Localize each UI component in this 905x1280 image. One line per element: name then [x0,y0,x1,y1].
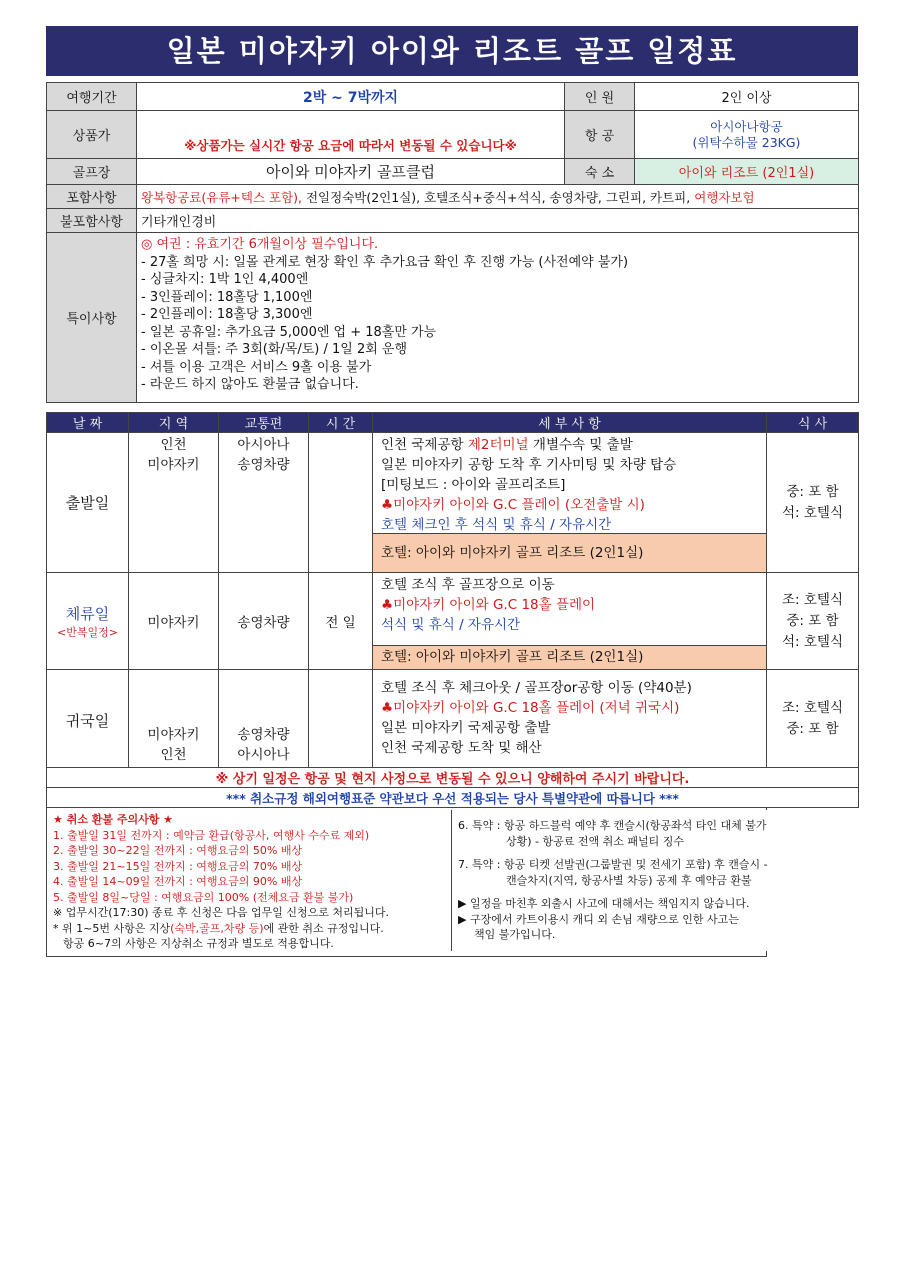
day2-meals [767,573,859,670]
day3-transport-1: 송영차량 [237,727,290,743]
special-note: - 3인플레이: 18홀당 1,100엔 [141,289,313,305]
cancel-item: 2. 출발일 30~22일 전까지 : 여행요금의 50% 배상 [53,844,303,857]
col-details: 세 부 사 항 [373,413,767,433]
day1-time [309,433,373,573]
day1-meal: 석: 호텔식 [781,504,843,521]
schedule-row-day1 [47,433,859,573]
incl-value [137,185,859,209]
day3-meal: 조: 호텔식 [781,700,843,716]
day1-line: 인천 국제공항 제2터미널 개별수속 및 출발 [381,437,633,453]
stay-label: 숙 소 [565,159,635,185]
air-value-line1: 아시아나항공 [710,118,783,134]
day3-region [129,670,219,768]
day1-line: 일본 미야자키 공항 도착 후 기사미팅 및 차량 탑승 [381,457,677,473]
day1-golf-line: ♣미야자키 아이와 G.C 플레이 (오전출발 시) [381,497,645,513]
day2-meal: 석: 호텔식 [781,633,843,650]
special-label: 특이사항 [47,233,137,403]
day3-details [373,670,767,768]
day3-line: 호텔 조식 후 체크아웃 / 골프장or공항 이동 (약40분) [381,680,692,696]
day2-details [373,573,767,670]
period-label: 여행기간 [47,83,137,111]
excl-value: 기타개인경비 [137,209,859,233]
col-region: 지 역 [129,413,219,433]
disclaimer: ▶ 구장에서 카트이용시 캐디 외 손님 재량으로 인한 사고는 [458,912,739,926]
day2-region: 미야자키 [129,573,219,670]
day2-meal: 조: 호텔식 [781,591,843,608]
cancel-policy-right [451,810,857,951]
special-note: - 27홀 희망 시: 일몰 관계로 현장 확인 후 추가요금 확인 후 진행 가능 (사전예약 불가) [141,254,629,270]
day2-golf-line: ♣미야자키 아이와 G.C 18홀 플레이 [381,597,596,613]
people-label: 인 원 [565,83,635,111]
col-date: 날 짜 [47,413,129,433]
special-note-passport: ◎ 여권 : 유효기간 6개월이상 필수입니다. [141,237,379,252]
cancel-note: 항공 6~7의 사항은 지상취소 규정과 별도로 적용합니다. [63,937,334,950]
cancel-item: 3. 출발일 21~15일 전까지 : 여행요금의 70% 배상 [53,859,303,873]
day2-label-cell [47,573,129,670]
day1-meal: 중: 포 함 [786,483,839,500]
day3-transport-2: 아시아나 [237,747,290,763]
terminal-highlight: 제2터미널 [467,437,529,453]
day2-hotel: 호텔: 아이와 미야자키 골프 리조트 (2인1실) [373,645,766,669]
cancel-item: 4. 출발일 14~09일 전까지 : 여행요금의 90% 배상 [53,875,303,888]
special-term-7: 7. 특약 : 항공 티켓 선발권(그룹발권 및 전세기 포함) 후 캔슬시 - [458,858,768,871]
cancel-note: * 위 1~5번 사항은 지상(숙박,골프,차량 등)에 관한 취소 규정입니다. [53,921,384,935]
incl-label: 포함사항 [47,185,137,209]
day1-transport-2: 송영차량 [237,457,290,473]
special-term-6: 6. 특약 : 항공 하드블럭 예약 후 캔슬시(항공좌석 타인 대체 불가 [458,819,767,832]
day1-details [373,433,767,573]
col-meals: 식 사 [767,413,859,433]
special-term-7-cont: 캔슬차지(지역, 항공사별 차등) 공제 후 예약금 환불 [506,873,752,887]
day1-line: 호텔 체크인 후 석식 및 휴식 / 자유시간 [381,517,612,533]
price-label: 상품가 [47,111,137,159]
incl-red-2: 여행자보험 [690,189,755,205]
period-value: 2박 ~ 7박까지 [137,83,565,111]
special-note: - 일본 공휴일: 추가요금 5,000엔 업 + 18홀만 가능 [141,324,437,340]
col-time: 시 간 [309,413,373,433]
people-value: 2인 이상 [635,83,859,111]
schedule-change-notice: ※ 상기 일정은 항공 및 현지 사정으로 변동될 수 있으니 양해하여 주시기 바랍니다. [47,768,859,788]
day3-line: 일본 미야자키 국제공항 출발 [381,720,551,736]
day1-label: 출발일 [47,433,129,573]
disclaimer: ▶ 일정을 마친후 외출시 사고에 대해서는 책임지지 않습니다. [458,897,750,910]
cancel-rule-notice: *** 취소규정 해외여행표준 약관보다 우선 적용되는 당사 특별약관에 따릅니다 *** [47,788,859,808]
day1-transport-1: 아시아나 [237,437,290,453]
day1-line: [미팅보드 : 아이와 골프리조트] [381,477,566,493]
day3-golf-line: ♣미야자키 아이와 G.C 18홀 플레이 (저녁 귀국시) [381,700,680,716]
incl-mid: 전일정숙박(2인1실), 호텔조식+중식+석식, 송영차량, 그린피, 카트피, [302,189,691,205]
air-value [635,111,859,159]
day2-time: 전 일 [309,573,373,670]
day3-region-from: 미야자키 [147,727,200,743]
schedule-row-day3 [47,670,859,768]
day1-hotel: 호텔: 아이와 미야자키 골프 리조트 (2인1실) [373,533,766,572]
air-label: 항 공 [565,111,635,159]
special-note: - 셔틀 이용 고객은 서비스 9홀 이용 불가 [141,359,372,375]
schedule-row-day2 [47,573,859,670]
air-value-line2: (위탁수하물 23KG) [692,134,801,150]
day2-meal: 중: 포 함 [786,612,839,629]
day1-region-from: 인천 [160,437,187,453]
day1-transport [219,433,309,573]
day1-meals [767,433,859,573]
special-note: - 싱글차지: 1박 1인 4,400엔 [141,272,309,287]
day1-region-to: 미야자키 [147,457,200,473]
special-note: - 이온몰 셔틀: 주 3회(화/목/토) / 1일 2회 운행 [141,342,408,357]
excl-label: 불포함사항 [47,209,137,233]
golf-label: 골프장 [47,159,137,185]
day2-line: 석식 및 휴식 / 자유시간 [381,617,521,633]
incl-red-1: 왕복항공료(유류+텍스 포함), [141,189,302,205]
cancel-policy-title: ★ 취소 환불 주의사항 ★ [53,813,174,826]
day3-meal: 중: 포 함 [786,721,839,737]
special-note: - 라운드 하지 않아도 환불금 없습니다. [141,377,359,392]
day1-region [129,433,219,573]
price-note: ※상품가는 실시간 항공 요금에 따라서 변동될 수 있습니다※ [137,111,565,159]
page-title: 일본 미야자키 아이와 리조트 골프 일정표 [46,26,858,76]
stay-value: 아이와 리조트 (2인1실) [635,159,859,185]
special-term-6-cont: 상황) - 항공료 전액 취소 패널티 징수 [506,834,685,848]
cancel-note: ※ 업무시간(17:30) 종료 후 신청은 다음 업무일 신청으로 처리됩니다. [53,906,389,919]
info-table [46,82,859,403]
day3-label: 귀국일 [47,670,129,768]
day3-transport [219,670,309,768]
golf-value: 아이와 미야자키 골프클럽 [137,159,565,185]
day2-sub: <반복일정> [57,625,118,639]
cancel-item: 5. 출발일 8일~당일 : 여행요금의 100% (전체요금 환불 불가) [53,890,354,904]
day3-meals [767,670,859,768]
col-transport: 교통편 [219,413,309,433]
disclaimer-cont: 책임 불가입니다. [474,928,556,941]
day3-time [309,670,373,768]
day3-line: 인천 국제공항 도착 및 해산 [381,740,542,756]
special-notes [137,233,859,403]
day2-transport: 송영차량 [219,573,309,670]
day3-region-to: 인천 [160,747,187,763]
day2-line: 호텔 조식 후 골프장으로 이동 [381,577,555,593]
special-note: - 2인플레이: 18홀당 3,300엔 [141,307,313,322]
day2-label: 체류일 [65,604,110,623]
cancel-item: 1. 출발일 31일 전까지 : 예약금 환급(항공사, 여행사 수수료 제외) [53,828,370,842]
